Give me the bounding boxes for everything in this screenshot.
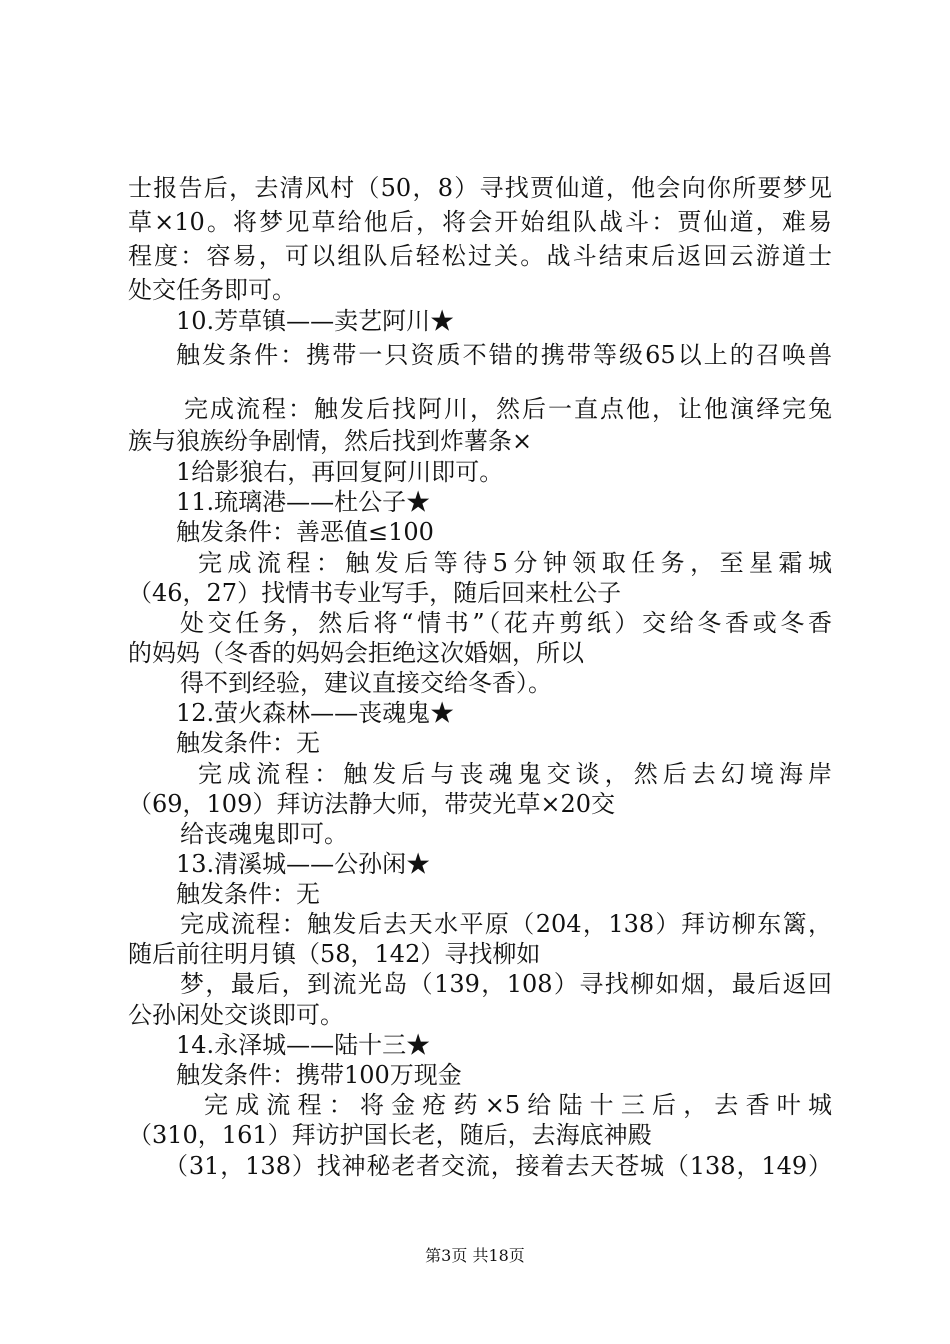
section-heading: 12.萤火森林——丧魂鬼★ <box>176 699 455 727</box>
text-line: 完成流程：触发后找阿川，然后一直点他，让他演绎完兔 <box>184 395 832 423</box>
text-line: 触发条件：无 <box>176 729 320 757</box>
page-number-footer: 第3页 共18页 <box>425 1246 525 1265</box>
text-line: 触发条件：携带100万现金 <box>176 1061 462 1089</box>
text-line: 完成流程：触发后去天水平原（204，138）拜访柳东篱， <box>180 910 832 938</box>
text-line: 1给影狼右，再回复阿川即可。 <box>176 458 504 486</box>
text-line: 得不到经验，建议直接交给冬香）。 <box>180 669 552 697</box>
section-heading: 14.永泽城——陆十三★ <box>176 1031 431 1059</box>
text-line: 触发条件：携带一只资质不错的携带等级65以上的召唤兽 <box>176 341 832 369</box>
text-line: 给丧魂鬼即可。 <box>180 820 348 848</box>
text-line: 触发条件：善恶值≤100 <box>176 518 434 546</box>
text-line: 完成流程：将金疮药×5给陆十三后，去香叶城 <box>204 1091 832 1119</box>
text-line: 公孙闲处交谈即可。 <box>128 1001 344 1029</box>
text-line: 士报告后，去清风村（50，8）寻找贾仙道，他会向你所要梦见 <box>128 174 832 202</box>
text-line: 族与狼族纷争剧情，然后找到炸薯条× <box>128 427 533 455</box>
text-line: 完成流程：触发后与丧魂鬼交谈，然后去幻境海岸 <box>198 760 832 788</box>
text-line: 草×10。将梦见草给他后，将会开始组队战斗：贾仙道，难易 <box>128 208 832 236</box>
text-line: 触发条件：无 <box>176 880 320 908</box>
text-line: 随后前往明月镇（58，142）寻找柳如 <box>128 940 541 968</box>
text-line: 梦，最后，到流光岛（139，108）寻找柳如烟，最后返回 <box>180 970 832 998</box>
text-line: 处交任务即可。 <box>128 276 296 304</box>
text-line: 处交任务，然后将“情书”（花卉剪纸）交给冬香或冬香 <box>180 609 832 637</box>
section-heading: 10.芳草镇——卖艺阿川★ <box>176 307 455 335</box>
section-heading: 13.清溪城——公孙闲★ <box>176 850 431 878</box>
text-line: （310，161）拜访护国长老，随后，去海底神殿 <box>128 1121 652 1149</box>
section-heading: 11.琉璃港——杜公子★ <box>176 488 431 516</box>
text-line: 的妈妈（冬香的妈妈会拒绝这次婚姻，所以 <box>128 639 584 667</box>
text-line: （31，138）找神秘老者交流，接着去天苍城（138，149） <box>164 1152 832 1180</box>
text-line: （69，109）拜访法静大师，带荧光草×20交 <box>128 790 615 818</box>
text-line: 程度：容易，可以组队后轻松过关。战斗结束后返回云游道士 <box>128 242 832 270</box>
text-line: （46，27）找情书专业写手，随后回来杜公子 <box>128 579 622 607</box>
text-line: 完成流程：触发后等待5分钟领取任务，至星霜城 <box>198 549 832 577</box>
